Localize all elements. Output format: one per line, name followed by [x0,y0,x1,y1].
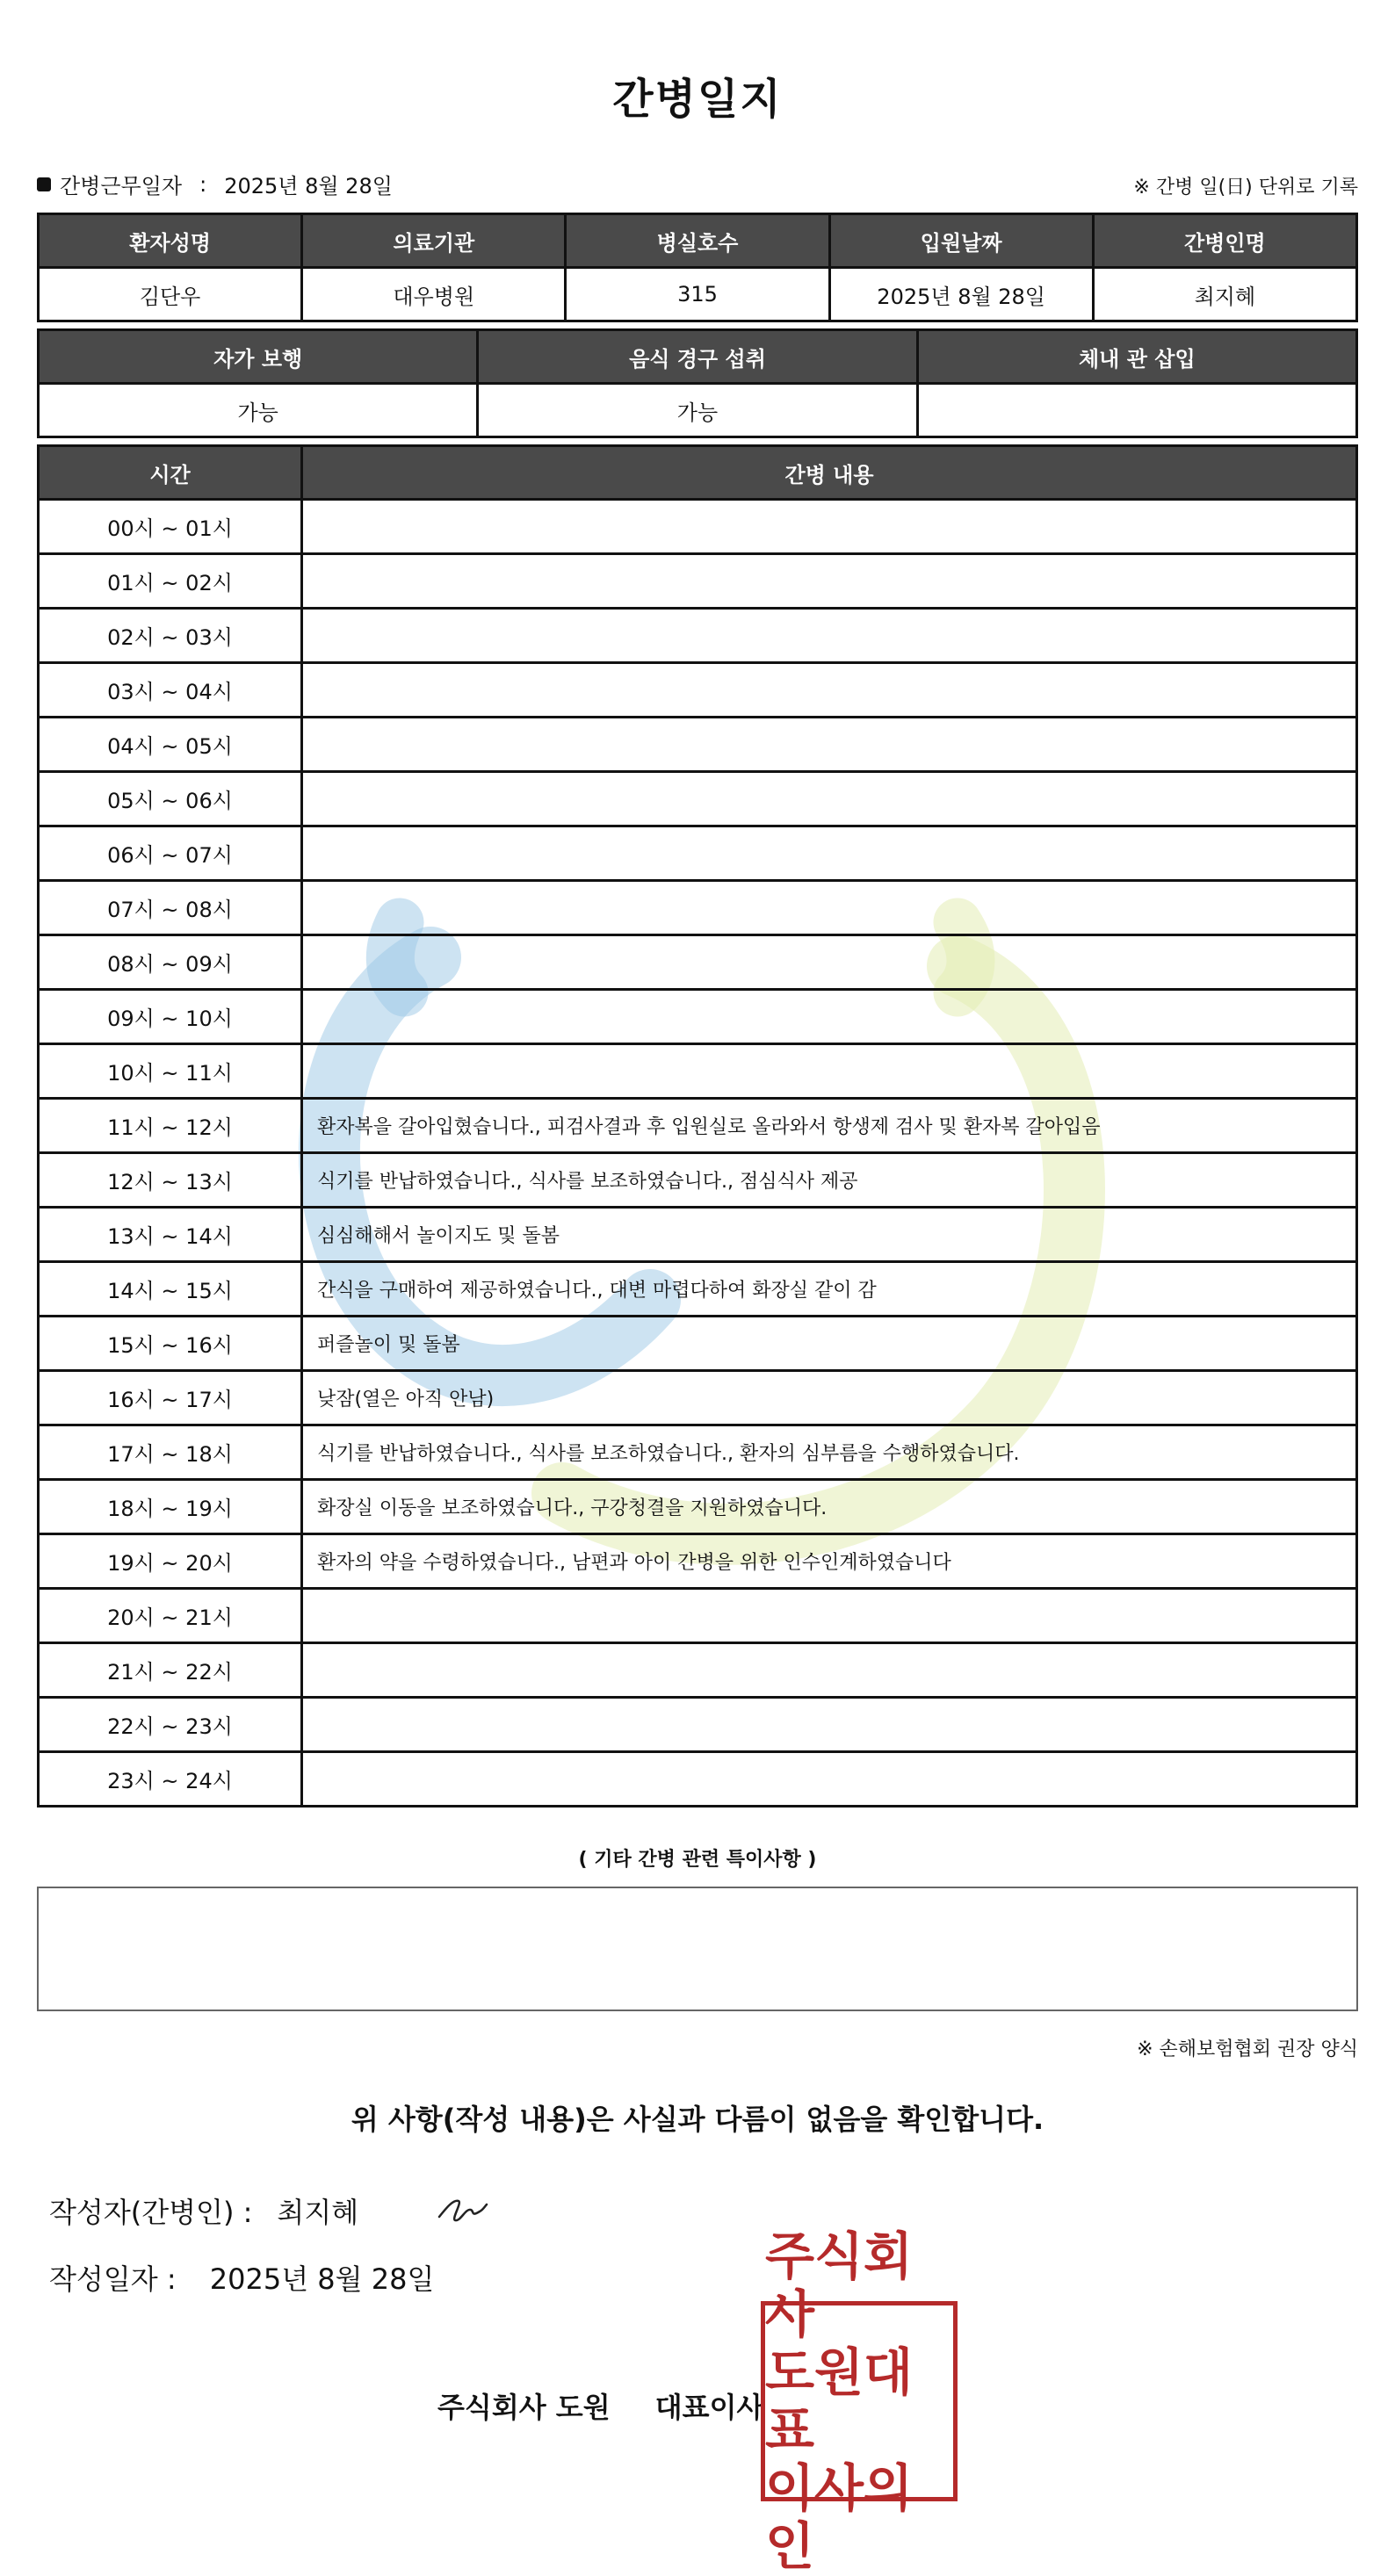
care-content [302,609,1357,663]
table-row [39,663,1357,718]
care-content [302,881,1357,935]
care-content: 퍼즐놀이 및 돌봄 [302,1317,1357,1371]
notes-title: ( 기타 간병 관련 특이사항 ) [578,1849,817,1871]
table-header-row [39,214,1357,268]
patient-info-table [37,213,1358,322]
time-slot: 04시 ~ 05시 [39,718,302,772]
work-date-label: 간병근무일자 [60,174,183,198]
header-time: 시간 [39,446,302,500]
time-slot: 00시 ~ 01시 [39,500,302,554]
table-row [39,609,1357,663]
care-log-table [37,444,1358,1808]
care-content [302,1643,1357,1698]
write-date-line [49,2257,434,2298]
table-row [39,826,1357,881]
time-slot: 20시 ~ 21시 [39,1589,302,1643]
header-patient-name: 환자성명 [39,214,302,268]
tube-insertion-value [917,384,1356,437]
time-slot: 05시 ~ 06시 [39,772,302,826]
time-slot: 23시 ~ 24시 [39,1752,302,1807]
table-row [39,990,1357,1044]
hospital: 대우병원 [302,268,566,321]
time-slot: 01시 ~ 02시 [39,554,302,609]
care-content [302,935,1357,990]
document-title: 간병일지 [612,75,783,124]
header-tube-insertion: 체내 관 삽입 [917,330,1356,384]
header-self-walking: 자가 보행 [39,330,478,384]
write-date-value: 2025년 8월 28일 [209,2262,435,2296]
self-walking-value: 가능 [39,384,478,437]
seal-line: 이사의인 [765,2458,914,2576]
work-date [37,169,393,199]
time-slot: 18시 ~ 19시 [39,1480,302,1534]
time-slot: 07시 ~ 08시 [39,881,302,935]
care-content: 환자의 약을 수령하였습니다., 남편과 아이 간병을 위한 인수인계하였습니다 [302,1534,1357,1589]
time-slot: 21시 ~ 22시 [39,1643,302,1698]
care-content: 심심해해서 놀이지도 및 돌봄 [302,1208,1357,1262]
table-row [39,500,1357,554]
work-date-value: 2025년 8월 28일 [224,174,393,198]
company-title: 대표이사 [654,2391,764,2424]
room-number: 315 [566,268,829,321]
table-row [39,1317,1357,1371]
bullet-square-icon [37,177,51,191]
confirm-statement: 위 사항(작성 내용)은 사실과 다름이 없음을 확인합니다. [351,2103,1044,2136]
time-slot: 12시 ~ 13시 [39,1153,302,1208]
care-content: 식기를 반납하였습니다., 식사를 보조하였습니다., 점심식사 제공 [302,1153,1357,1208]
company-name: 주식회사 도원 [437,2391,611,2424]
table-row [39,1262,1357,1317]
seal-line: 도원대표 [765,2342,914,2460]
header-oral-intake: 음식 경구 섭취 [478,330,917,384]
table-row [39,1044,1357,1099]
care-content [302,663,1357,718]
table-row [39,1099,1357,1153]
writer-label: 작성자(간병인) : [49,2196,253,2229]
table-row [39,1752,1357,1807]
care-content [302,1589,1357,1643]
header-hospital: 의료기관 [302,214,566,268]
table-row [39,1534,1357,1589]
care-content [302,718,1357,772]
care-content [302,826,1357,881]
header-room-number: 병실호수 [566,214,829,268]
table-row [39,1698,1357,1752]
caregiver-name: 최지혜 [1093,268,1356,321]
time-slot: 03시 ~ 04시 [39,663,302,718]
care-content: 식기를 반납하였습니다., 식사를 보조하였습니다., 환자의 심부름을 수행하였습니다. [302,1425,1357,1480]
time-slot: 08시 ~ 09시 [39,935,302,990]
writer-name: 최지혜 [277,2196,359,2229]
table-row [39,772,1357,826]
care-content [302,772,1357,826]
care-content: 화장실 이동을 보조하였습니다., 구강청결을 지원하였습니다. [302,1480,1357,1534]
write-date-label: 작성일자 : [49,2262,177,2296]
table-row [39,384,1357,437]
patient-status-table [37,328,1358,438]
patient-name: 김단우 [39,268,302,321]
table-row [39,1208,1357,1262]
table-row [39,718,1357,772]
table-header-row [39,330,1357,384]
header-admission-date: 입원날짜 [829,214,1093,268]
notes-box [37,1887,1358,2011]
table-row [39,1425,1357,1480]
time-slot: 15시 ~ 16시 [39,1317,302,1371]
care-content: 환자복을 갈아입혔습니다., 피검사결과 후 입원실로 올라와서 항생제 검사 및 환자복 갈아입음 [302,1099,1357,1153]
table-row [39,935,1357,990]
time-slot: 14시 ~ 15시 [39,1262,302,1317]
care-content [302,1698,1357,1752]
care-content [302,500,1357,554]
time-slot: 09시 ~ 10시 [39,990,302,1044]
company-seal [761,2226,958,2576]
care-content [302,990,1357,1044]
seal-line: 주식회사 [765,2226,914,2344]
time-slot: 16시 ~ 17시 [39,1371,302,1425]
care-content [302,1752,1357,1807]
care-content: 낮잠(열은 아직 안남) [302,1371,1357,1425]
table-row [39,554,1357,609]
header-care-content: 간병 내용 [302,446,1357,500]
table-row [39,1643,1357,1698]
time-slot: 17시 ~ 18시 [39,1425,302,1480]
work-date-separator: : [199,171,207,197]
signature-mark [434,2185,495,2229]
time-slot: 06시 ~ 07시 [39,826,302,881]
table-row [39,881,1357,935]
time-slot: 10시 ~ 11시 [39,1044,302,1099]
writer-line [49,2190,358,2231]
time-slot: 11시 ~ 12시 [39,1099,302,1153]
care-content [302,554,1357,609]
table-header-row [39,446,1357,500]
table-row [39,268,1357,321]
table-row [39,1589,1357,1643]
oral-intake-value: 가능 [478,384,917,437]
time-slot: 22시 ~ 23시 [39,1698,302,1752]
recommend-note: ※ 손해보험협회 권장 양식 [1137,2038,1358,2060]
company-line [437,2385,763,2426]
care-content [302,1044,1357,1099]
table-row [39,1480,1357,1534]
header-caregiver-name: 간병인명 [1093,214,1356,268]
time-slot: 19시 ~ 20시 [39,1534,302,1589]
unit-note: ※ 간병 일(日) 단위로 기록 [1133,177,1358,198]
admission-date: 2025년 8월 28일 [829,268,1093,321]
table-row [39,1371,1357,1425]
table-row [39,1153,1357,1208]
time-slot: 13시 ~ 14시 [39,1208,302,1262]
care-content: 간식을 구매하여 제공하였습니다., 대변 마렵다하여 화장실 같이 감 [302,1262,1357,1317]
time-slot: 02시 ~ 03시 [39,609,302,663]
